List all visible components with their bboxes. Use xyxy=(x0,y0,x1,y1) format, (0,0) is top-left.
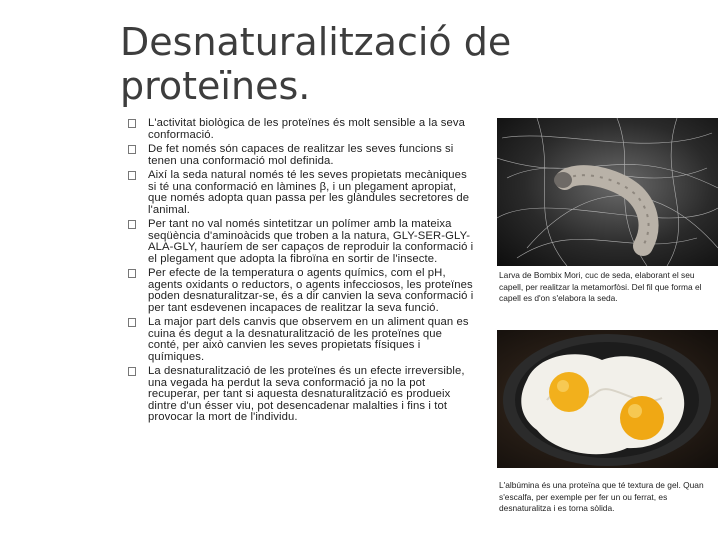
egg-caption: L'albúmina és una proteïna que té textura de gel. Quan s'escalfa, per exemple per fer un ou ferrat, es desnaturalitza i es torna sòlida. xyxy=(499,480,704,513)
bullet-text: Per efecte de la temperatura o agents químics, com el pH, agents oxidants o reductors, o agents infecciosos, les proteïnes poden desnaturalitzar-se, és a dir canvien la seva conformació i per tant esdevenen incapaces de realitzar la seva funció. xyxy=(148,267,474,314)
bullet-item xyxy=(128,219,476,265)
square-bullet-icon xyxy=(128,269,136,278)
silkworm-caption: Larva de Bombix Mori, cuc de seda, elaborant el seu capell, per realitzar la metamorfòsi. Del fil que forma el capell es d'on s'elabora la seda. xyxy=(499,270,702,303)
bullet-text: L'activitat biològica de les proteïnes és molt sensible a la seva conformació. xyxy=(148,117,465,141)
bullet-text: De fet només són capaces de realitzar les seves funcions si tenen una conformació mol definida. xyxy=(148,143,454,167)
bullet-item xyxy=(128,170,476,216)
silkworm-photo xyxy=(497,118,718,266)
bullet-item xyxy=(128,144,476,167)
square-bullet-icon xyxy=(128,318,136,327)
square-bullet-icon xyxy=(128,119,136,128)
bullet-text: La major part dels canvis que observem en un aliment quan es cuina és degut a la desnaturalització de les proteïnes que conté, per això canvien les seves propietats físiques i químiques. xyxy=(148,316,469,363)
fried-egg-photo xyxy=(497,330,718,468)
square-bullet-icon xyxy=(128,367,136,376)
square-bullet-icon xyxy=(128,171,136,180)
bullet-item xyxy=(128,366,476,424)
bullet-text: Per tant no val només sintetitzar un polímer amb la mateixa seqüència d'aminoàcids que troben a la natura, GLY-SER-GLY-ALA-GLY, hauríem de ser capaços de reproduir la conformació i el plegament que adopta la fibroïna en sortir de l'insecte. xyxy=(148,218,474,265)
bullet-item xyxy=(128,268,476,314)
square-bullet-icon xyxy=(128,145,136,154)
bullet-list xyxy=(128,118,476,427)
bullet-item xyxy=(128,317,476,363)
bullet-text: La desnaturalització de les proteïnes és un efecte irreversible, una vegada ha perdut la seva conformació ja no la pot recuperar, per tant si aquesta desnaturalització es produeix dintre d'un ésser viu, pot desencadenar malalties i fins i tot provocar la mort de l'individu. xyxy=(148,365,465,423)
square-bullet-icon xyxy=(128,220,136,229)
bullet-item xyxy=(128,118,476,141)
fried-egg-illustration xyxy=(497,330,718,468)
slide-title: Desnaturalització de proteïnes. xyxy=(120,20,512,108)
bullet-text: Així la seda natural només té les seves propietats mecàniques si té una conformació en làmines β, i un plegament apropiat, que només adopta quan passa per les glàndules secretores de l'animal. xyxy=(148,169,470,216)
silkworm-illustration xyxy=(497,118,718,266)
